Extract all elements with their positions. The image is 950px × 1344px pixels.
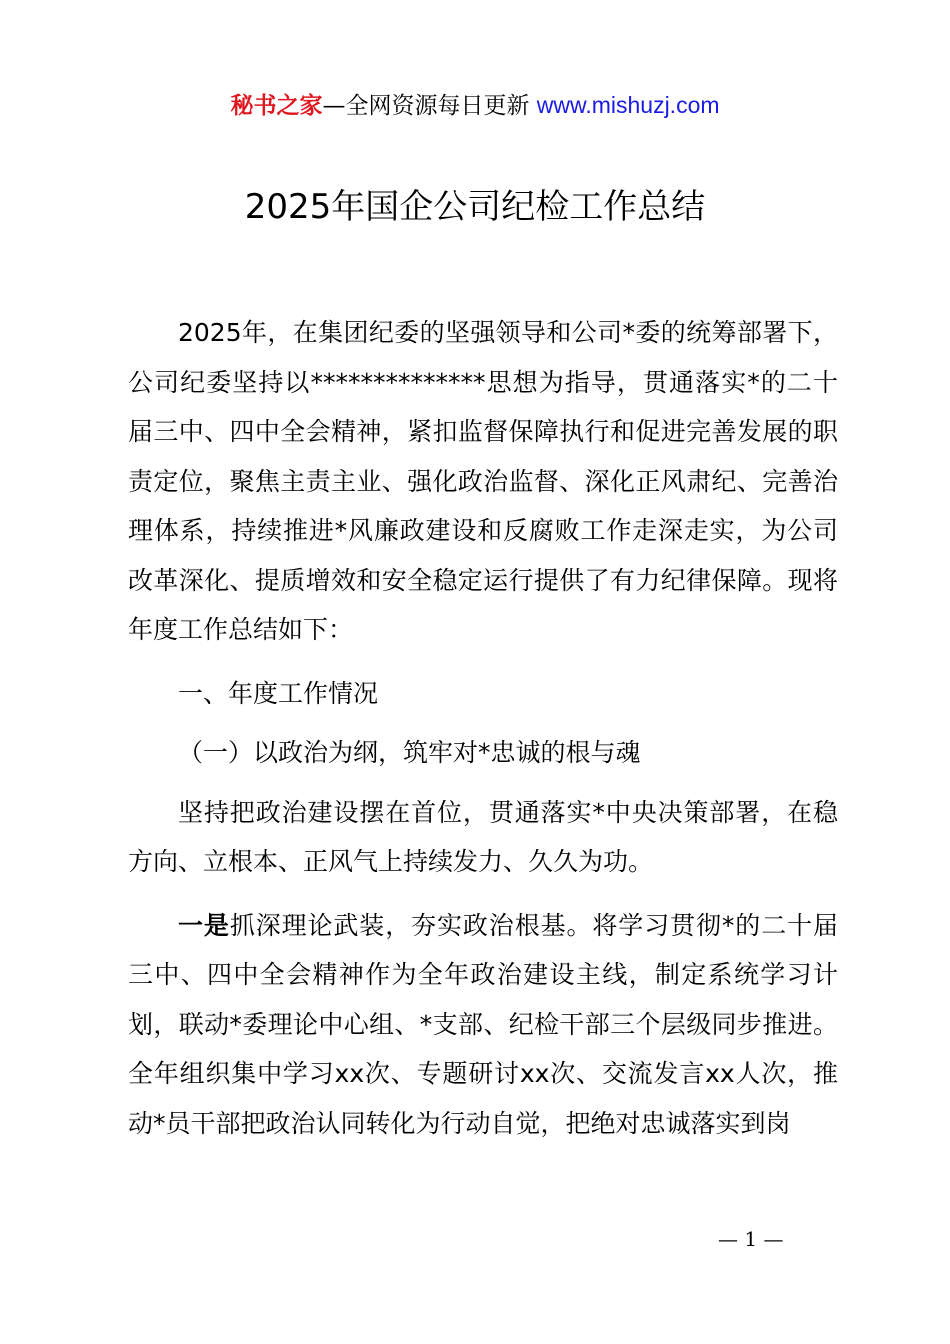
site-tagline: —全网资源每日更新 — [322, 93, 530, 119]
body-paragraph-2 — [128, 901, 838, 1149]
document-body — [128, 308, 838, 1148]
site-header — [0, 88, 950, 123]
body-paragraph-1: 坚持把政治建设摆在首位，贯通落实*中央决策部署，在稳方向、立根本、正风气上持续发力、久久为功。 — [128, 797, 838, 876]
section-heading: 一、年度工作情况 — [178, 678, 379, 708]
document-title: 2025年国企公司纪检工作总结 — [244, 187, 706, 227]
intro-paragraph: 2025年，在集团纪委的坚强领导和公司*委的统筹部署下，公司纪委坚持以**************思想为指导，贯通落实*的二十届三中、四中全会精神，紧扣监督保障执行和促进完善发展的职责定位，聚焦主责主业、强化政治监督、深化正风肃纪、完善治理体系，持续推进*风廉政建设和反腐败工作走深走实，为公司改革深化、提质增效和安全稳定运行提供了有力纪律保障。现将年度工作总结如下： — [128, 318, 838, 644]
site-brand: 秘书之家 — [230, 93, 323, 119]
page-number: — 1 — — [718, 1227, 784, 1251]
subsection-heading: （一）以政治为纲，筑牢对*忠诚的根与魂 — [178, 738, 641, 767]
site-url-link[interactable]: www.mishuzj.com — [536, 92, 720, 118]
paragraph-lead: 一是 — [178, 910, 230, 940]
paragraph-2-text: 抓深理论武装，夯实政治根基。将学习贯彻*的二十届三中、四中全会精神作为全年政治建设主线，制定系统学习计划，联动*委理论中心组、*支部、纪检干部三个层级同步推进。全年组织集中学习xx次、专题研讨xx次、交流发言xx人次，推动*员干部把政治认同转化为行动自觉，把绝对忠诚落实到岗 — [128, 910, 838, 1138]
